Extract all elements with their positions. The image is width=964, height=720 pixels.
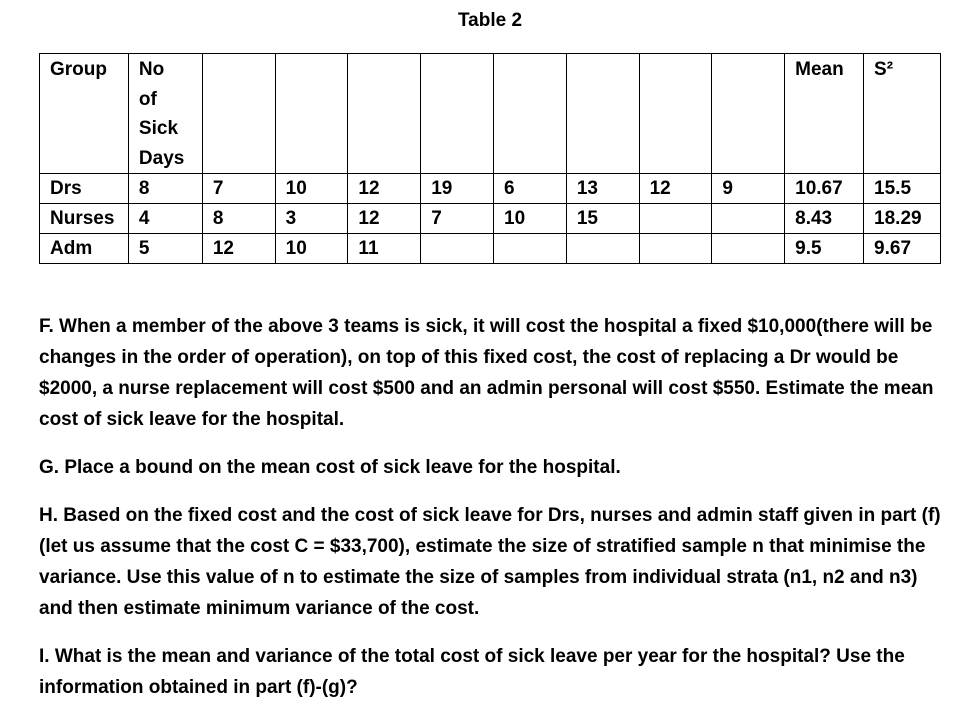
table-title: Table 2 [457,10,523,31]
row-value: 10 [275,234,348,264]
row-value: 12 [639,174,712,204]
row-mean: 8.43 [785,204,864,234]
row-value: 6 [494,174,567,204]
header-empty [494,54,567,174]
row-s2: 18.29 [864,204,941,234]
table-row [40,204,941,234]
header-s2: S² [864,54,941,174]
row-value: 10 [275,174,348,204]
header-empty [275,54,348,174]
header-mean: Mean [785,54,864,174]
row-group: Nurses [40,204,129,234]
question-f: F. When a member of the above 3 teams is sick, it will cost the hospital a fixed $10,000(there will be changes in the order of operation), on top of this fixed cost, the cost of replacing a Dr would be $2000, a nurse replacement will cost $500 and an admin personal will cost $550. Estimate the mean cost of sick leave for the hospital. [39,316,934,430]
row-value [494,234,567,264]
row-value: 12 [202,234,275,264]
table-row [40,174,941,204]
row-value: 12 [348,174,421,204]
header-empty [712,54,785,174]
row-value: 13 [566,174,639,204]
row-value [712,204,785,234]
row-value: 4 [128,204,202,234]
row-value: 7 [202,174,275,204]
row-s2: 15.5 [864,174,941,204]
header-empty [202,54,275,174]
row-group: Adm [40,234,129,264]
row-value: 15 [566,204,639,234]
row-value: 19 [421,174,494,204]
header-group: Group [40,54,129,174]
row-value [639,234,712,264]
row-value: 12 [348,204,421,234]
table-header-row [40,54,941,174]
question-i: I. What is the mean and variance of the total cost of sick leave per year for the hospital? Use the information obtained in part (f)-(g)? [39,646,905,698]
row-s2: 9.67 [864,234,941,264]
row-mean: 9.5 [785,234,864,264]
row-value: 8 [202,204,275,234]
header-empty [566,54,639,174]
row-value [566,234,639,264]
row-mean: 10.67 [785,174,864,204]
header-no-of-sick-days: No of Sick Days [128,54,202,174]
table-row [40,234,941,264]
questions-section [39,311,949,720]
sick-days-table [39,53,941,264]
row-value [712,234,785,264]
row-value: 5 [128,234,202,264]
header-empty [348,54,421,174]
question-g: G. Place a bound on the mean cost of sick leave for the hospital. [39,457,621,478]
row-value: 8 [128,174,202,204]
row-value: 9 [712,174,785,204]
row-value [421,234,494,264]
header-empty [421,54,494,174]
row-value: 10 [494,204,567,234]
row-value [639,204,712,234]
header-empty [639,54,712,174]
question-h: H. Based on the fixed cost and the cost of sick leave for Drs, nurses and admin staff given in part (f) (let us assume that the cost C = $33,700), estimate the size of stratified sample n that minimise the variance. Use this value of n to estimate the size of samples from individual strata (n1, n2 and n3) and then estimate minimum variance of the cost. [39,505,941,619]
row-value: 11 [348,234,421,264]
row-value: 3 [275,204,348,234]
row-value: 7 [421,204,494,234]
row-group: Drs [40,174,129,204]
